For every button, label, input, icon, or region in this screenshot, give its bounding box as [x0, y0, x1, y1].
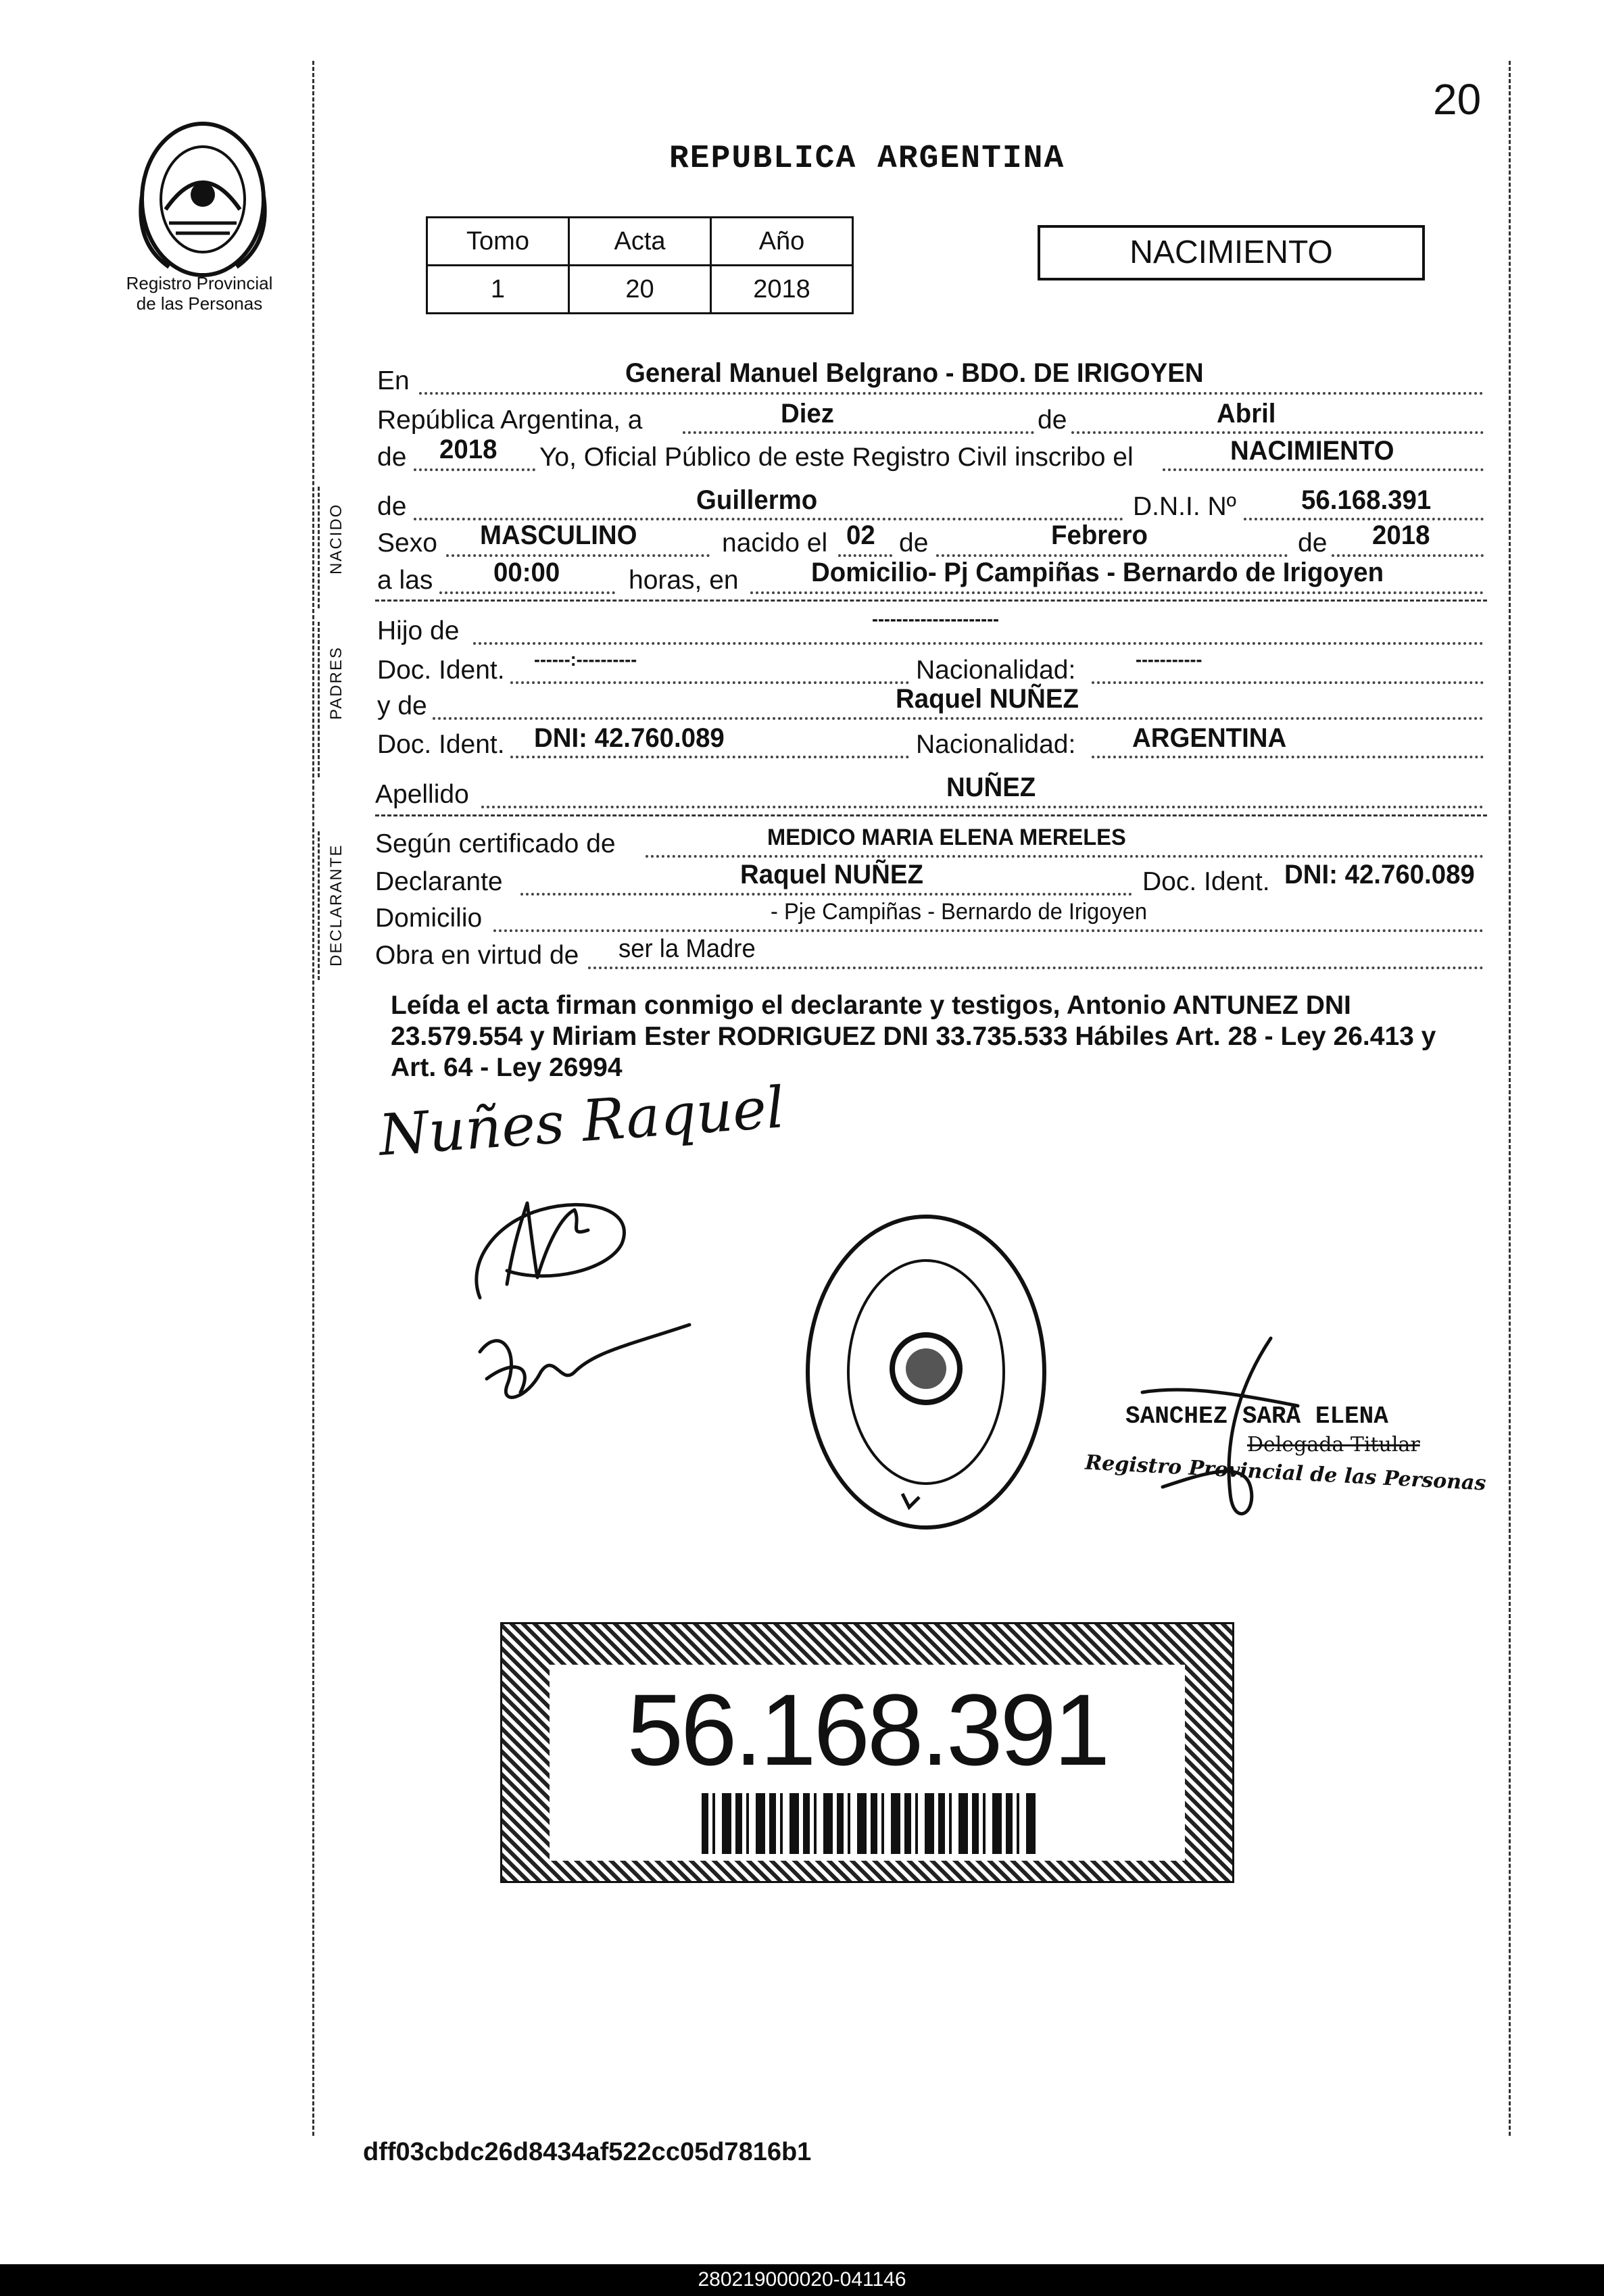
official-title: Delegada Titular	[1247, 1433, 1420, 1457]
barcode-number: 56.168.391	[627, 1673, 1108, 1786]
value-birth-month: Febrero	[1051, 520, 1148, 550]
dotted-line	[588, 967, 1484, 969]
volume-header-tomo: Tomo	[427, 218, 569, 266]
value-declarant-doc: DNI: 42.760.089	[1284, 860, 1475, 889]
label-nacionalidad-mother: Nacionalidad:	[916, 730, 1076, 759]
dotted-line	[1071, 431, 1484, 434]
handwritten-name: Nuñes Raquel	[376, 1074, 787, 1169]
value-mother-nationality: ARGENTINA	[1132, 723, 1287, 753]
value-mother: Raquel NUÑEZ	[896, 684, 1079, 714]
label-de-year2: de	[1298, 529, 1328, 558]
dotted-line	[510, 681, 909, 684]
label-horas-en: horas, en	[629, 566, 739, 595]
volume-table	[426, 216, 854, 314]
value-place: General Manuel Belgrano - BDO. DE IRIGOYEN	[625, 358, 1204, 388]
witness-signature-2	[460, 1311, 703, 1419]
document-hash: dff03cbdc26d8434af522cc05d7816b1	[363, 2138, 812, 2166]
registry-name-line2: de las Personas	[136, 293, 263, 314]
footer-bar	[0, 2264, 1604, 2296]
dotted-line	[414, 468, 535, 471]
label-republica: República Argentina, a	[377, 406, 643, 435]
act-type-box: NACIMIENTO	[1038, 225, 1425, 280]
value-address: - Pje Campiñas - Bernardo de Irigoyen	[771, 899, 1147, 925]
value-father-doc: ------:----------	[534, 649, 637, 670]
value-act-kind: NACIMIENTO	[1230, 436, 1394, 466]
label-declarante: Declarante	[375, 867, 503, 896]
registry-name-line1: Registro Provincial	[126, 273, 273, 293]
label-hijo-de: Hijo de	[377, 616, 460, 645]
label-de-name: de	[377, 492, 407, 521]
value-capacity: ser la Madre	[618, 935, 756, 963]
value-name: Guillermo	[696, 485, 818, 515]
label-y-de: y de	[377, 691, 427, 720]
label-dni: D.N.I. Nº	[1133, 492, 1236, 521]
value-father-nationality: -----------	[1136, 649, 1202, 670]
dotted-line	[750, 591, 1484, 594]
left-margin-line	[312, 61, 314, 2136]
value-year: 2018	[439, 435, 497, 464]
label-en: En	[377, 366, 410, 395]
right-margin-line	[1509, 61, 1511, 2136]
value-sex: MASCULINO	[480, 520, 637, 550]
value-mother-doc: DNI: 42.760.089	[534, 723, 725, 753]
value-declarant: Raquel NUÑEZ	[740, 860, 923, 889]
volume-table-header-row	[427, 218, 853, 266]
value-month: Abril	[1217, 399, 1276, 429]
label-a-las: a las	[377, 566, 433, 595]
label-domicilio: Domicilio	[375, 904, 483, 933]
official-name: SANCHEZ SARA ELENA	[1125, 1402, 1388, 1430]
volume-value-tomo: 1	[427, 266, 569, 314]
country-title: REPUBLICA ARGENTINA	[669, 141, 1065, 177]
dotted-line	[936, 554, 1288, 557]
dotted-line	[1163, 468, 1484, 471]
barcode-bars	[702, 1793, 1040, 1854]
dotted-line	[510, 756, 909, 758]
footer-code: 280219000020-041146	[698, 2268, 906, 2291]
dotted-line	[1092, 681, 1484, 684]
label-apellido: Apellido	[375, 780, 469, 809]
dotted-line	[473, 642, 1484, 645]
value-birth-time: 00:00	[493, 558, 560, 587]
value-day-words: Diez	[781, 399, 834, 429]
label-yo: Yo, Oficial Público de este Registro Civil inscribo el	[539, 443, 1134, 472]
volume-header-acta: Acta	[569, 218, 711, 266]
label-doc-ident: Doc. Ident.	[377, 656, 505, 685]
label-doc-ident-mother: Doc. Ident.	[377, 730, 505, 759]
dotted-line	[838, 554, 892, 557]
section-label-born: NACIDO	[327, 503, 345, 575]
label-segun: Según certificado de	[375, 829, 616, 858]
section-divider	[318, 622, 320, 777]
section-divider	[318, 831, 320, 980]
dotted-line	[683, 431, 1034, 434]
section-rule	[375, 600, 1487, 602]
label-sexo: Sexo	[377, 529, 437, 558]
dotted-line	[1332, 554, 1484, 557]
label-de-year: de	[377, 443, 407, 472]
dotted-line	[646, 855, 1484, 858]
label-obra: Obra en virtud de	[375, 941, 579, 970]
label-de-month: de	[899, 529, 929, 558]
label-doc-ident-declarant: Doc. Ident.	[1142, 867, 1270, 896]
value-dni: 56.168.391	[1301, 485, 1432, 515]
section-label-parents: PADRES	[327, 646, 345, 720]
volume-value-anio: 2018	[711, 266, 853, 314]
value-certificate: MEDICO MARIA ELENA MERELES	[767, 825, 1126, 850]
dotted-line	[433, 717, 1484, 720]
volume-table-value-row	[427, 266, 853, 314]
value-birth-place: Domicilio- Pj Campiñas - Bernardo de Irigoyen	[811, 558, 1384, 587]
value-birth-day: 02	[846, 520, 875, 550]
page-number: 20	[1433, 75, 1482, 124]
dotted-line	[1244, 518, 1484, 520]
closing-text: Leída el acta firman conmigo el declarante y testigos, Antonio ANTUNEZ DNI 23.579.554 y Miriam Ester RODRIGUEZ DNI 33.735.533 Hábiles Art. 28 - Ley 26.413 y Art. 64 - Ley 26994	[391, 991, 1436, 1082]
section-divider	[318, 487, 320, 608]
dotted-line	[481, 806, 1484, 808]
section-rule	[375, 814, 1487, 816]
dotted-line	[1092, 756, 1484, 758]
value-birth-year: 2018	[1372, 520, 1430, 550]
label-de: de	[1038, 406, 1067, 435]
dotted-line	[446, 554, 710, 557]
dotted-line	[493, 929, 1484, 932]
label-nacionalidad: Nacionalidad:	[916, 656, 1076, 685]
registry-name	[115, 273, 284, 314]
value-father: ---------------------	[872, 608, 999, 629]
barcode-label	[500, 1622, 1234, 1883]
label-nacido-el: nacido el	[722, 529, 828, 558]
section-label-declarant: DECLARANTE	[327, 844, 345, 967]
dotted-line	[419, 392, 1484, 395]
dotted-line	[520, 893, 1132, 896]
volume-value-acta: 20	[569, 266, 711, 314]
witness-signature-1	[453, 1163, 656, 1325]
barcode-label-inner	[550, 1665, 1185, 1861]
dotted-line	[439, 591, 615, 594]
volume-header-anio: Año	[711, 218, 853, 266]
official-office: Registro Provincial de las Personas	[1084, 1450, 1487, 1496]
value-surname: NUÑEZ	[946, 773, 1036, 802]
